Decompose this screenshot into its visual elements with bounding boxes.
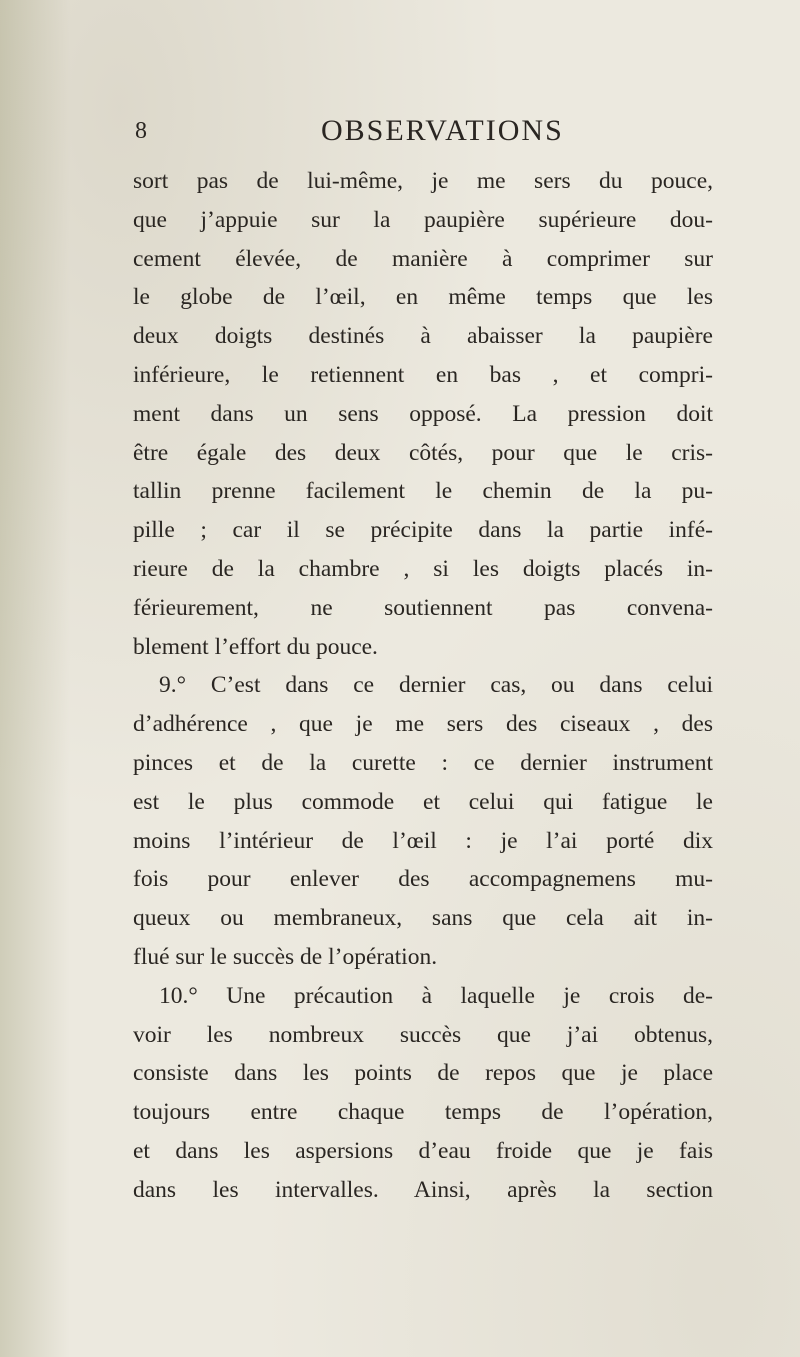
running-head [135,114,695,154]
page-number: 8 [135,118,148,144]
text-line: est le plus commode et celui qui fatigue le [133,788,713,815]
text-line: pinces et de la curette : ce dernier instrument [133,749,713,776]
text-line: moins l’intérieur de l’œil : je l’ai porté dix [133,827,713,854]
text-line: dans les intervalles. Ainsi, après la section [133,1176,713,1203]
text-line: queux ou membraneux, sans que cela ait in- [133,905,713,932]
text-line-paragraph-start: 10.° Une précaution à laquelle je crois de- [159,982,713,1009]
text-line: tallin prenne facilement le chemin de la pu- [133,478,713,505]
text-line-paragraph-end: blement l’effort du pouce. [133,633,378,660]
text-line: cement élevée, de manière à comprimer sur [133,245,713,272]
text-line: sort pas de lui-même, je me sers du pouce, [133,168,713,194]
text-line-paragraph-end: flué sur le succès de l’opération. [133,943,438,970]
text-line: férieurement, ne soutiennent pas convena- [133,594,713,621]
text-line: pille ; car il se précipite dans la partie infé- [133,517,713,544]
text-line: deux doigts destinés à abaisser la paupière [133,323,713,350]
text-line: d’adhérence , que je me sers des ciseaux , des [133,711,713,738]
page-edge-shading [0,0,70,1357]
text-line-paragraph-start: 9.° C’est dans ce dernier cas, ou dans celui [159,672,713,699]
text-line: inférieure, le retiennent en bas , et compri- [133,361,713,388]
text-line: que j’appuie sur la paupière supérieure dou- [133,206,713,233]
text-line: fois pour enlever des accompagnemens mu- [133,866,713,893]
page-title: OBSERVATIONS [321,114,564,147]
text-line: et dans les aspersions d’eau froide que je fais [133,1137,713,1164]
text-line: rieure de la chambre , si les doigts placés in- [133,555,713,582]
text-line: le globe de l’œil, en même temps que les [133,284,713,311]
text-line: voir les nombreux succès que j’ai obtenus, [133,1021,713,1048]
text-line: consiste dans les points de repos que je place [133,1060,713,1087]
text-line: ment dans un sens opposé. La pression doit [133,400,713,427]
text-line: être égale des deux côtés, pour que le cris- [133,439,713,466]
text-line: toujours entre chaque temps de l’opération, [133,1099,713,1126]
body-text [133,162,713,1210]
